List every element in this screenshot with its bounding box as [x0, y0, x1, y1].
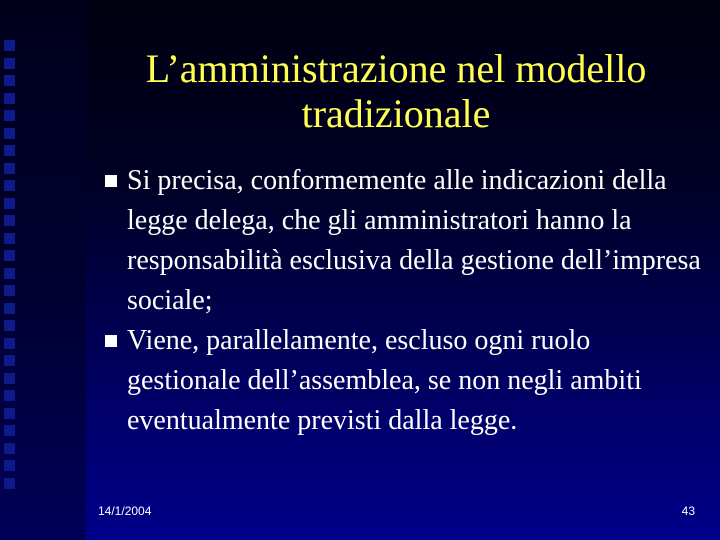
bullet-text: Viene, parallelamente, escluso ogni ruolo gestionale dell’assemblea, se non negli ambiti eventualmente previsti dalla legge.: [127, 325, 642, 436]
bullet-text: Si precisa, conformemente alle indicazioni della legge delega, che gli amministratori hanno la responsabilità esclusiva della gestione dell’impresa sociale;: [127, 165, 701, 316]
decorative-square: [4, 338, 15, 349]
decorative-square: [4, 443, 15, 454]
decorative-square: [4, 75, 15, 86]
decorative-left-strip: [0, 0, 86, 540]
decorative-square: [4, 215, 15, 226]
bullet-list: [105, 161, 705, 441]
decorative-square: [4, 478, 15, 489]
decorative-square: [4, 268, 15, 279]
decorative-square: [4, 180, 15, 191]
slide-number: 43: [681, 504, 695, 518]
decorative-square: [4, 373, 15, 384]
decorative-square: [4, 320, 15, 331]
decorative-square: [4, 390, 15, 401]
decorative-square: [4, 128, 15, 139]
decorative-square: [4, 425, 15, 436]
bullet-item: [105, 321, 705, 441]
decorative-square: [4, 250, 15, 261]
decorative-square: [4, 58, 15, 69]
decorative-square: [4, 145, 15, 156]
decorative-square: [4, 233, 15, 244]
decorative-square: [4, 163, 15, 174]
footer-date: 14/1/2004: [98, 504, 152, 518]
decorative-square: [4, 460, 15, 471]
square-bullet-icon: [105, 175, 117, 187]
decorative-squares: [4, 40, 22, 510]
decorative-square: [4, 285, 15, 296]
decorative-square: [4, 303, 15, 314]
decorative-square: [4, 110, 15, 121]
bullet-item: [105, 161, 705, 321]
slide-title: L’amministrazione nel modello tradizionale: [145, 46, 647, 136]
decorative-square: [4, 198, 15, 209]
square-bullet-icon: [105, 335, 117, 347]
decorative-square: [4, 93, 15, 104]
decorative-square: [4, 40, 15, 51]
decorative-square: [4, 355, 15, 366]
decorative-square: [4, 408, 15, 419]
